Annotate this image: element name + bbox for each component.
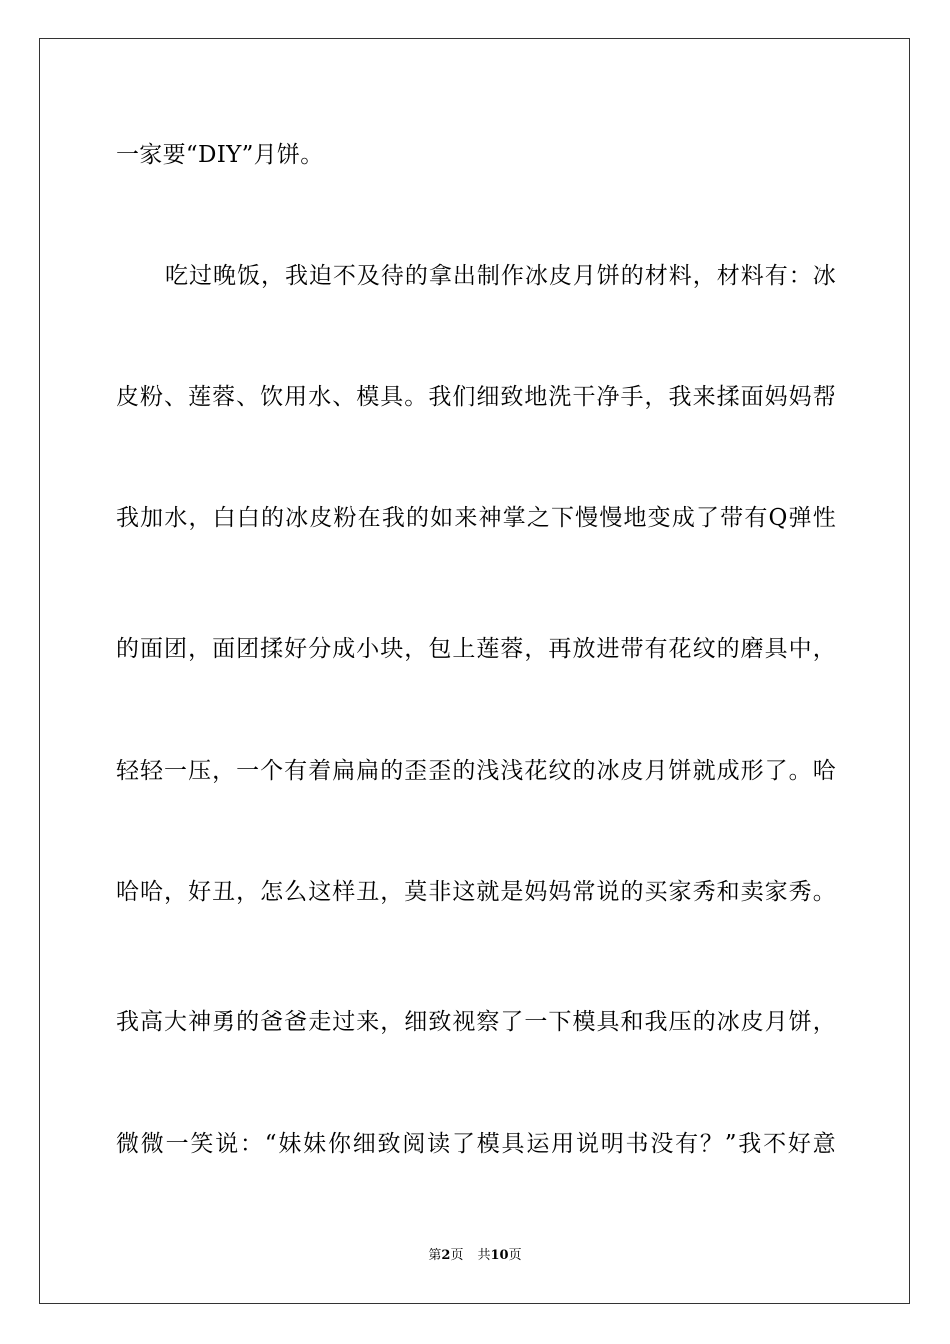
footer-page-current: 2 [441, 1248, 451, 1263]
text-line-9: 微微一笑说：“妹妹你细致阅读了模具运用说明书没有？”我不好意 [116, 1131, 836, 1157]
page-footer [0, 1247, 950, 1265]
text-line-7: 哈哈，好丑，怎么这样丑，莫非这就是妈妈常说的买家秀和卖家秀。 [116, 879, 836, 905]
footer-total-prefix: 共 [477, 1248, 491, 1263]
text-line-5: 的面团，面团揉好分成小块，包上莲蓉，再放进带有花纹的磨具中， [116, 636, 836, 662]
footer-page-suffix: 页 [450, 1248, 464, 1263]
footer-page-prefix: 第 [428, 1248, 442, 1263]
footer-total-suffix: 页 [508, 1248, 522, 1263]
footer-page-total: 10 [490, 1248, 509, 1263]
text-line-4: 我加水，白白的冰皮粉在我的如来神掌之下慢慢地变成了带有Q弹性 [116, 505, 836, 531]
text-line-6: 轻轻一压，一个有着扁扁的歪歪的浅浅花纹的冰皮月饼就成形了。哈 [116, 758, 836, 784]
text-line-3: 皮粉、莲蓉、饮用水、模具。我们细致地洗干净手，我来揉面妈妈帮 [116, 384, 836, 410]
text-line-1: 一家要“DIY”月饼。 [116, 142, 324, 168]
page-frame [39, 38, 910, 1304]
text-line-8: 我高大神勇的爸爸走过来，细致视察了一下模具和我压的冰皮月饼， [116, 1009, 836, 1035]
text-line-2: 吃过晚饭，我迫不及待的拿出制作冰皮月饼的材料，材料有：冰 [165, 263, 836, 289]
